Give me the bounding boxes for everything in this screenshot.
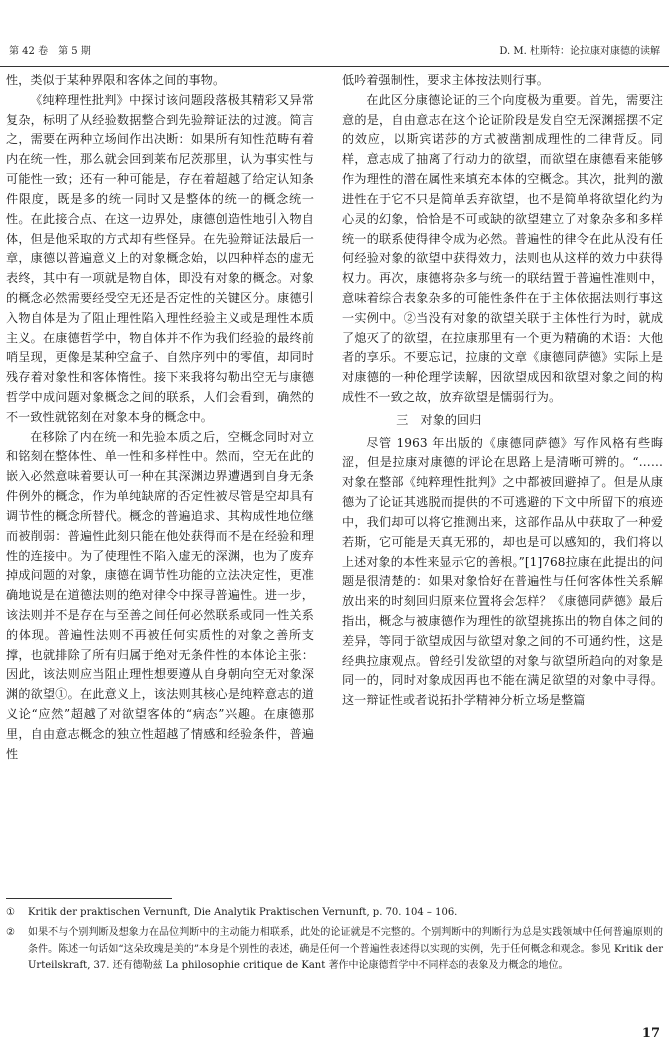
paragraph: 在移除了内在统一和先验本质之后，空概念同时对立和铭刻在整体性、单一性和多样性中。然而，空无在此的嵌入必然意味着要认可一种在其深渊边界遭遇到自身无条件例外的概念，作为单纯缺席的否定性被尽管是空却具有调节性的概念所替代。概念的普遍追求、其构成性地位继而被削弱：普遍性此刻只能在他处获得而不是在经验和理性的连接中。为了使理性不陷入虚无的深渊，也为了废弃掉成问题的对象，康德在调节性功能的立法决定性，更准确地说是在道德法则的绝对律令中探寻普遍性。进一步，该法则并不是存在与至善之间任何必然联系或同一性关系的体现。普遍性法则不再被任何实质性的对象之善所支撑，也就排除了所有归属于绝对无条件性的本体论主张：因此，该法则应当阻止理性想要遵从自身朝向空无对象深渊的欲望①。在此意义上，该法则其核心是纯粹意志的道义论“应然”超越了对欲望客体的“病态”兴趣。在康德那里，自由意志概念的独立性超越了情感和经验条件，普遍性 [6, 429, 314, 761]
header-rule [0, 66, 669, 67]
paragraph: 《纯粹理性批判》中探讨该问题段落极其精彩又异常复杂，标明了从经验数据整合到先验辩证法的过渡。简言之，需要在两种立场间作出决断：如果所有知性范畴有着内在统一性，那么就会回到莱布尼茨那里，认为事实性与可能性一致；还有一种可能是，存在着超越了给定认知条件限度，既是多的统一同时又是整体的统一的概念统一性。在此接合点、在这一边界处，康德创造性地引入物自体，但是他采取的方式却有些怪异。在先验辩证法最后一章，康德以普遍意义上的对象概念始，以四种样态的虚无表终，其中有一项就是物自体，即没有对象的概念。对象的概念必然需要经受空无还是否定性的关键区分。康德引入物自体是为了阻止理性陷入理性经验主义或是理性本质主义。在康德哲学中，物自体并不作为我们经验的最终前哨呈现，更像是某种空盒子、自然序列中的零值，却同时残存着对象性和客体惰性。接下来我将勾勒出空无与康德哲学中成问题对象概念之间的联系，人们会看到，确然的不一致性就铭刻在对象本身的概念中。 [6, 92, 314, 424]
footnote-text: Kritik der praktischen Vernunft, Die Analytik Praktischen Vernunft, p. 70. 104 – 106. [28, 907, 458, 918]
footnotes [6, 905, 663, 978]
footnote-mark: ② [6, 927, 15, 939]
footnote-mark: ① [6, 907, 15, 918]
footnote [6, 925, 663, 974]
paragraph: 尽管 1963 年出版的《康德同萨德》写作风格有些晦涩，但是拉康对康德的评论在思路上是清晰可辨的。“……对象在整部《纯粹理性批判》之中都被回避掉了。但是从康德为了论证其逃脱而提供的不可逃避的下文中所留下的痕迹中，我们却可以将它推测出来，这部作品从中获取了一种爱若斯，它可能是天真无邪的，却也是可以感知的，我们将以上述对象的本性来显示它的善根。”[1]768拉康在此提出的问题是很清楚的：如果对象恰好在普遍性与任何客体性关系解放出来的时刻回归原来位置将会怎样？《康德同萨德》最后指出，概念与被康德作为理性的欲望挑拣出的物自体之间的差异，等同于欲望成因与欲望对象之间的不可通约性，这是经典拉康观点。曾经引发欲望的对象与欲望所趋向的对象是同一的，同时对象成因再也不能在满足欲望的对象中寻得。这一辩证性或者说拓扑学精神分析立场是整篇 [342, 435, 663, 708]
paragraph: 在此区分康德论证的三个向度极为重要。首先，需要注意的是，自由意志在这个论证阶段是发自空无深渊摇摆不定的效应，以斯宾诺莎的方式被凿割成理性的二律背反。同样，意志成了抽离了行动力的欲望，而欲望在康德看来能够作为理性的潜在属性来填充本体的空概念。其次，批判的激进性在于它不只是简单丢弃欲望，也不是简单将欲望化约为心灵的幻象，恰恰是不可或缺的欲望建立了对象杂多和多样统一的联系使得律令成为必然。普遍性的律令在此从没有任何经验对象的欲望中获得效力，法则也从这样的效力中获得权力。再次，康德将杂多与统一的联结置于普遍性准则中，意味着综合表象杂多的可能性条件在于主体依据法则行事这一实例中。②当没有对象的欲望关联于主体性行为时，就成了熄灭了的欲望，在拉康那里有一个更为精确的术语：大他者的享乐。不要忘记，拉康的文章《康德同萨德》实际上是对康德的一种伦理学读解，因欲望成因和欲望对象之间的构成性不一致之故，放弃欲望是懦弱行为。 [342, 92, 663, 404]
journal-volume-issue: 第 42 卷 第 5 期 [9, 46, 91, 57]
left-column [6, 71, 314, 764]
running-header [0, 44, 669, 60]
footnote-rule [6, 898, 172, 899]
right-column [342, 71, 663, 711]
paragraph: 性，类似于某种界限和客体之间的事物。 [6, 73, 226, 87]
page-number: 17 [641, 1026, 660, 1041]
paragraph: 低吟着强制性，要求主体按法则行事。 [342, 73, 549, 87]
section-heading: 三 对象的回归 [396, 412, 482, 427]
article-running-title: D. M. 杜斯特：论拉康对康德的读解 [499, 46, 660, 57]
footnote-text: 如果不与个别判断及想象力在品位判断中的主动能力相联系，此处的论证就是不完整的。个别判断中的判断行为总是实践领域中任何普遍原则的条件。陈述一句话如“这朵玫瑰是美的”本身是个别性的表述，确是任何一个普遍性表述得以实现的实例，先于任何概念和观念。参见 Kritik der Urteilskraft, 37. 还有德勒兹 La philosophie critique de Kant 著作中论康德哲学中不同样态的表象及力概念的地位。 [28, 927, 663, 971]
footnote [6, 905, 663, 921]
